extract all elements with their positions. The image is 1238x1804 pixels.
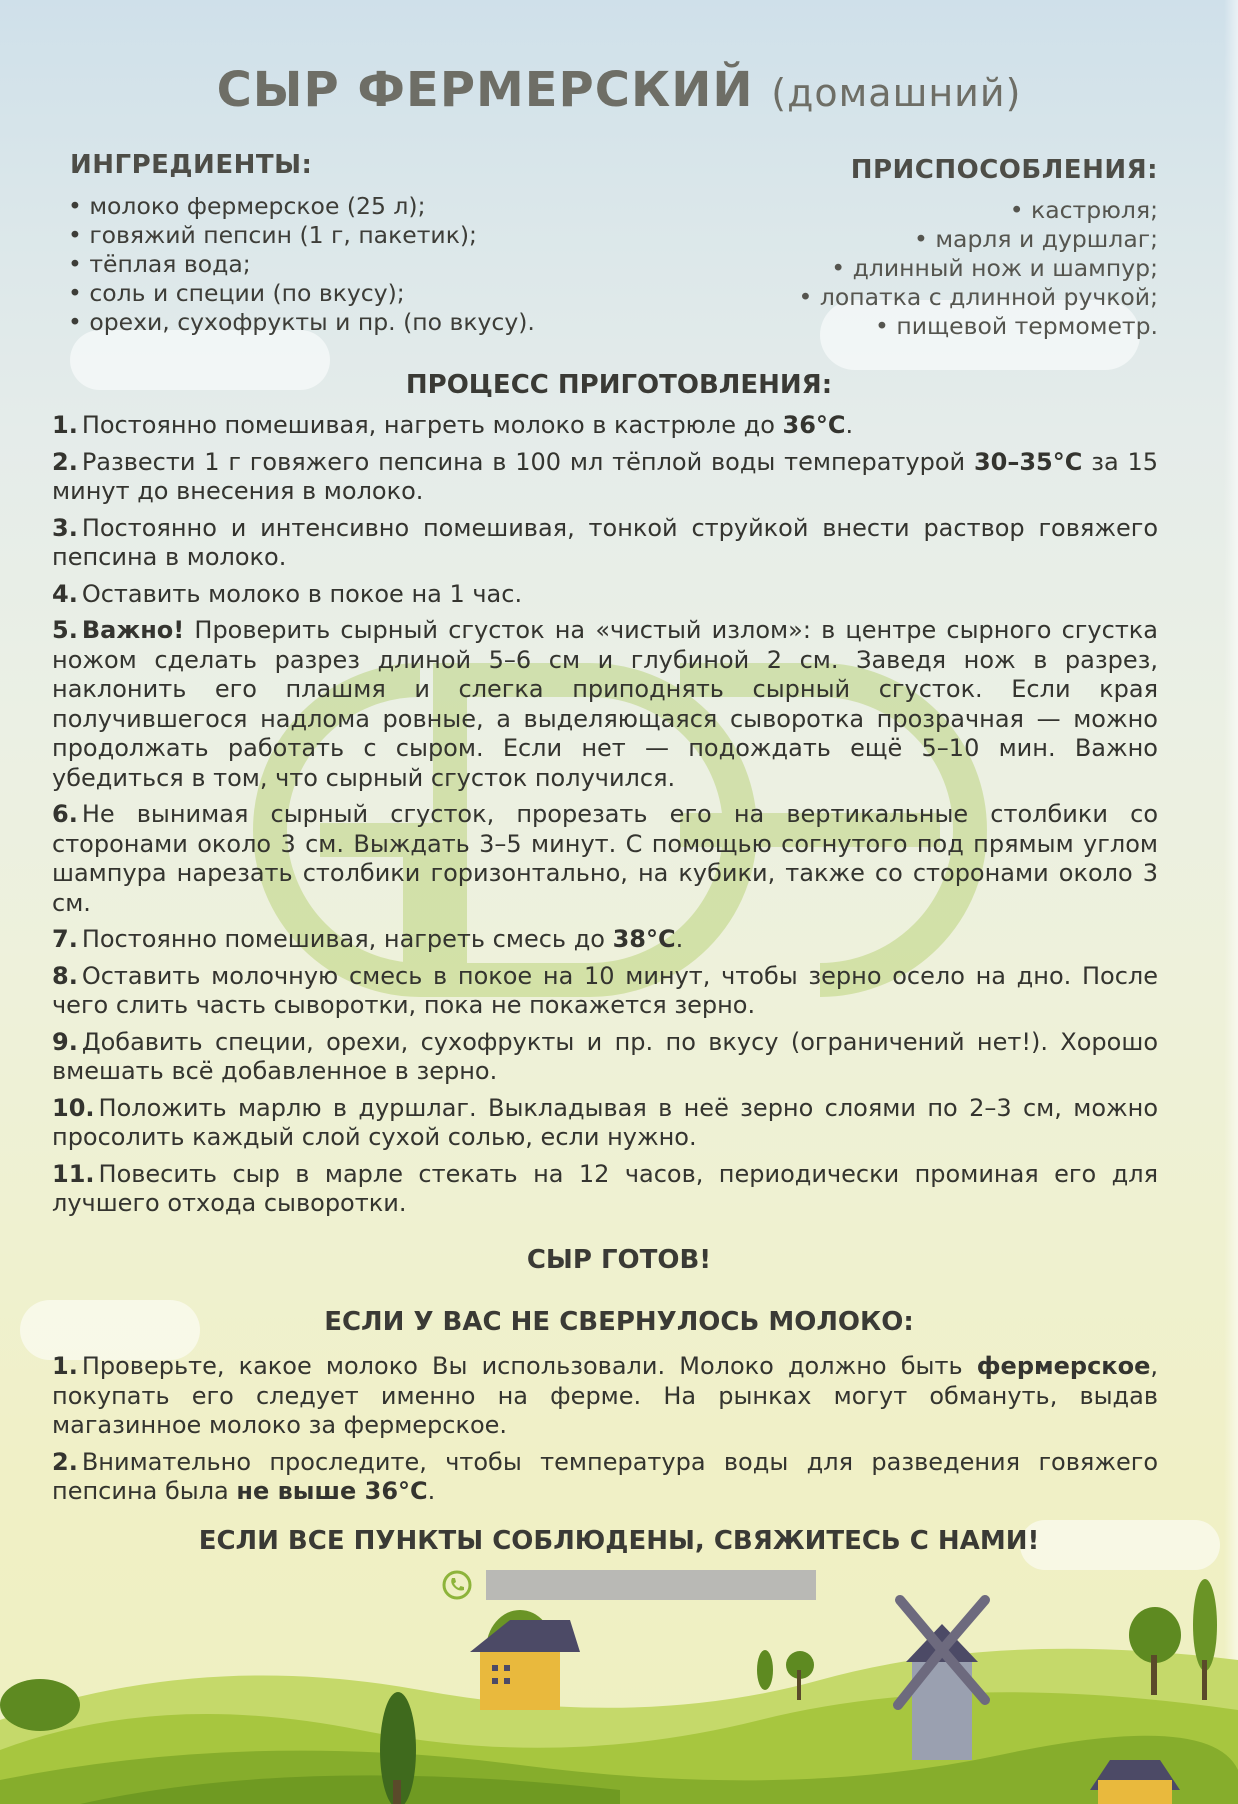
- step-lead: Важно!: [81, 616, 185, 644]
- step-number: 3.: [52, 513, 78, 542]
- tools-list: [799, 196, 1159, 341]
- step-number: 11.: [52, 1159, 95, 1188]
- step-item: [52, 962, 1158, 1021]
- list-item: • соль и специи (по вкусу);: [68, 279, 405, 307]
- step-item: [52, 448, 1158, 507]
- step-item: [52, 411, 1158, 441]
- list-item: • орехи, сухофрукты и пр. (по вкусу).: [68, 308, 535, 336]
- step-text: Постоянно помешивая, нагреть молоко в кастрюле до: [81, 411, 783, 439]
- step-item: [52, 580, 1158, 610]
- step-number: 8.: [52, 961, 78, 990]
- page-title: [0, 62, 1238, 118]
- step-text: Повесить сыр в марле стекать на 12 часов, периодически проминая его для лучшего отхода сыворотки.: [52, 1159, 1158, 1217]
- step-item: [52, 1094, 1158, 1153]
- list-item: • говяжий пепсин (1 г, пакетик);: [68, 221, 477, 249]
- process-heading: ПРОЦЕСС ПРИГОТОВЛЕНИЯ:: [405, 370, 833, 400]
- list-item: • кастрюля;: [1009, 196, 1158, 224]
- step-item: [52, 925, 1158, 955]
- ingredients-heading: ИНГРЕДИЕНТЫ:: [70, 150, 313, 180]
- step-item: [52, 1160, 1158, 1219]
- list-item: • лопатка с длинной ручкой;: [798, 283, 1158, 311]
- step-item: [52, 514, 1158, 573]
- step-number: 1.: [52, 1352, 78, 1380]
- title-subtitle: (домашний): [771, 71, 1022, 115]
- step-item: [52, 800, 1158, 918]
- step-number: 6.: [52, 800, 78, 828]
- step-item: [52, 1448, 1158, 1507]
- step-number: 10.: [52, 1093, 95, 1122]
- step-number: 9.: [52, 1027, 78, 1056]
- step-text-end: .: [675, 925, 684, 953]
- step-text: Оставить молоко в покое на 1 час.: [81, 579, 523, 608]
- step-text: Добавить специи, орехи, сухофрукты и пр. по вкусу (ограничений нет!). Хорошо вмешать всё добавленное в зерно.: [52, 1027, 1158, 1085]
- list-item: • длинный нож и шампур;: [831, 254, 1158, 282]
- step-text: Внимательно проследите, чтобы температура воды для разведения говяжего пепсина была: [52, 1447, 1158, 1505]
- landscape-illustration: [0, 1540, 1238, 1804]
- contact-heading: ЕСЛИ ВСЕ ПУНКТЫ СОБЛЮДЕНЫ, СВЯЖИТЕСЬ С НАМИ!: [198, 1526, 1040, 1556]
- step-text: Проверьте, какое молоко Вы использовали. Молоко должно быть: [81, 1352, 977, 1380]
- list-item: • молоко фермерское (25 л);: [68, 192, 426, 220]
- step-emphasis: 36°С: [782, 411, 846, 439]
- step-text: Оставить молочную смесь в покое на 10 минут, чтобы зерно осело на дно. После чего слить часть сыворотки, пока не покажется зерно.: [52, 961, 1158, 1019]
- trouble-heading: ЕСЛИ У ВАС НЕ СВЕРНУЛОСЬ МОЛОКО:: [324, 1307, 914, 1337]
- step-emphasis: фермерское: [976, 1352, 1151, 1380]
- step-emphasis: 30–35°С: [973, 447, 1083, 476]
- step-number: 2.: [52, 1447, 78, 1476]
- step-number: 1.: [52, 411, 78, 439]
- step-text: Развести 1 г говяжего пепсина в 100 мл тёплой воды температурой: [81, 447, 974, 476]
- ingredients-list: [68, 192, 535, 337]
- title-text: СЫР ФЕРМЕРСКИЙ: [216, 62, 754, 118]
- trouble-steps: [52, 1352, 1158, 1514]
- step-text-end: за 15 минут до внесения в молоко.: [52, 447, 1159, 505]
- list-item: • пищевой термометр.: [875, 312, 1158, 340]
- step-item: [52, 1028, 1158, 1087]
- step-item: [52, 1352, 1158, 1441]
- step-text-end: .: [427, 1477, 436, 1505]
- tools-heading: ПРИСПОСОБЛЕНИЯ:: [850, 155, 1158, 185]
- step-text-end: .: [845, 411, 854, 439]
- step-text: Постоянно и интенсивно помешивая, тонкой струйкой внести раствор говяжего пепсина в молоко.: [52, 513, 1158, 571]
- step-number: 2.: [52, 447, 78, 476]
- step-text: Положить марлю в дуршлаг. Выкладывая в неё зерно слоями по 2–3 см, можно просолить каждый слой сухой солью, если нужно.: [52, 1093, 1158, 1151]
- step-number: 4.: [52, 579, 78, 608]
- step-emphasis: 38°С: [612, 925, 676, 953]
- step-item: [52, 616, 1158, 793]
- process-steps: [52, 411, 1158, 1226]
- step-emphasis: не выше 36°С: [236, 1477, 428, 1505]
- step-number: 5.: [52, 616, 78, 644]
- step-number: 7.: [52, 925, 78, 953]
- ready-heading: СЫР ГОТОВ!: [526, 1245, 712, 1275]
- list-item: • марля и дуршлаг;: [913, 225, 1158, 253]
- step-text: Проверить сырный сгусток на «чистый излом»: в центре сырного сгустка ножом сделать разрез длиной 5–6 см и глубиной 2 см. Заведя нож в разрез, наклонить его плашмя и слегка приподнять сырный сгусток. Если края получившегося надлома ровные, а выделяющаяся сыворотка прозрачная — можно продолжать работать с сыром. Если нет — подождать ещё 5–10 мин. Важно убедиться в том, что сырный сгусток получился.: [52, 616, 1158, 792]
- step-text: Не вынимая сырный сгусток, прорезать его на вертикальные столбики со сторонами около 3 см. Выждать 3–5 минут. С помощью согнутого под прямым углом шампура нарезать столбики горизонтально, на кубики, также со сторонами около 3 см.: [52, 800, 1158, 917]
- step-text-end: , покупать его следует именно на ферме. На рынках могут обмануть, выдав магазинное молоко за фермерское.: [52, 1352, 1158, 1439]
- list-item: • тёплая вода;: [68, 250, 251, 278]
- step-text: Постоянно помешивая, нагреть смесь до: [81, 925, 613, 953]
